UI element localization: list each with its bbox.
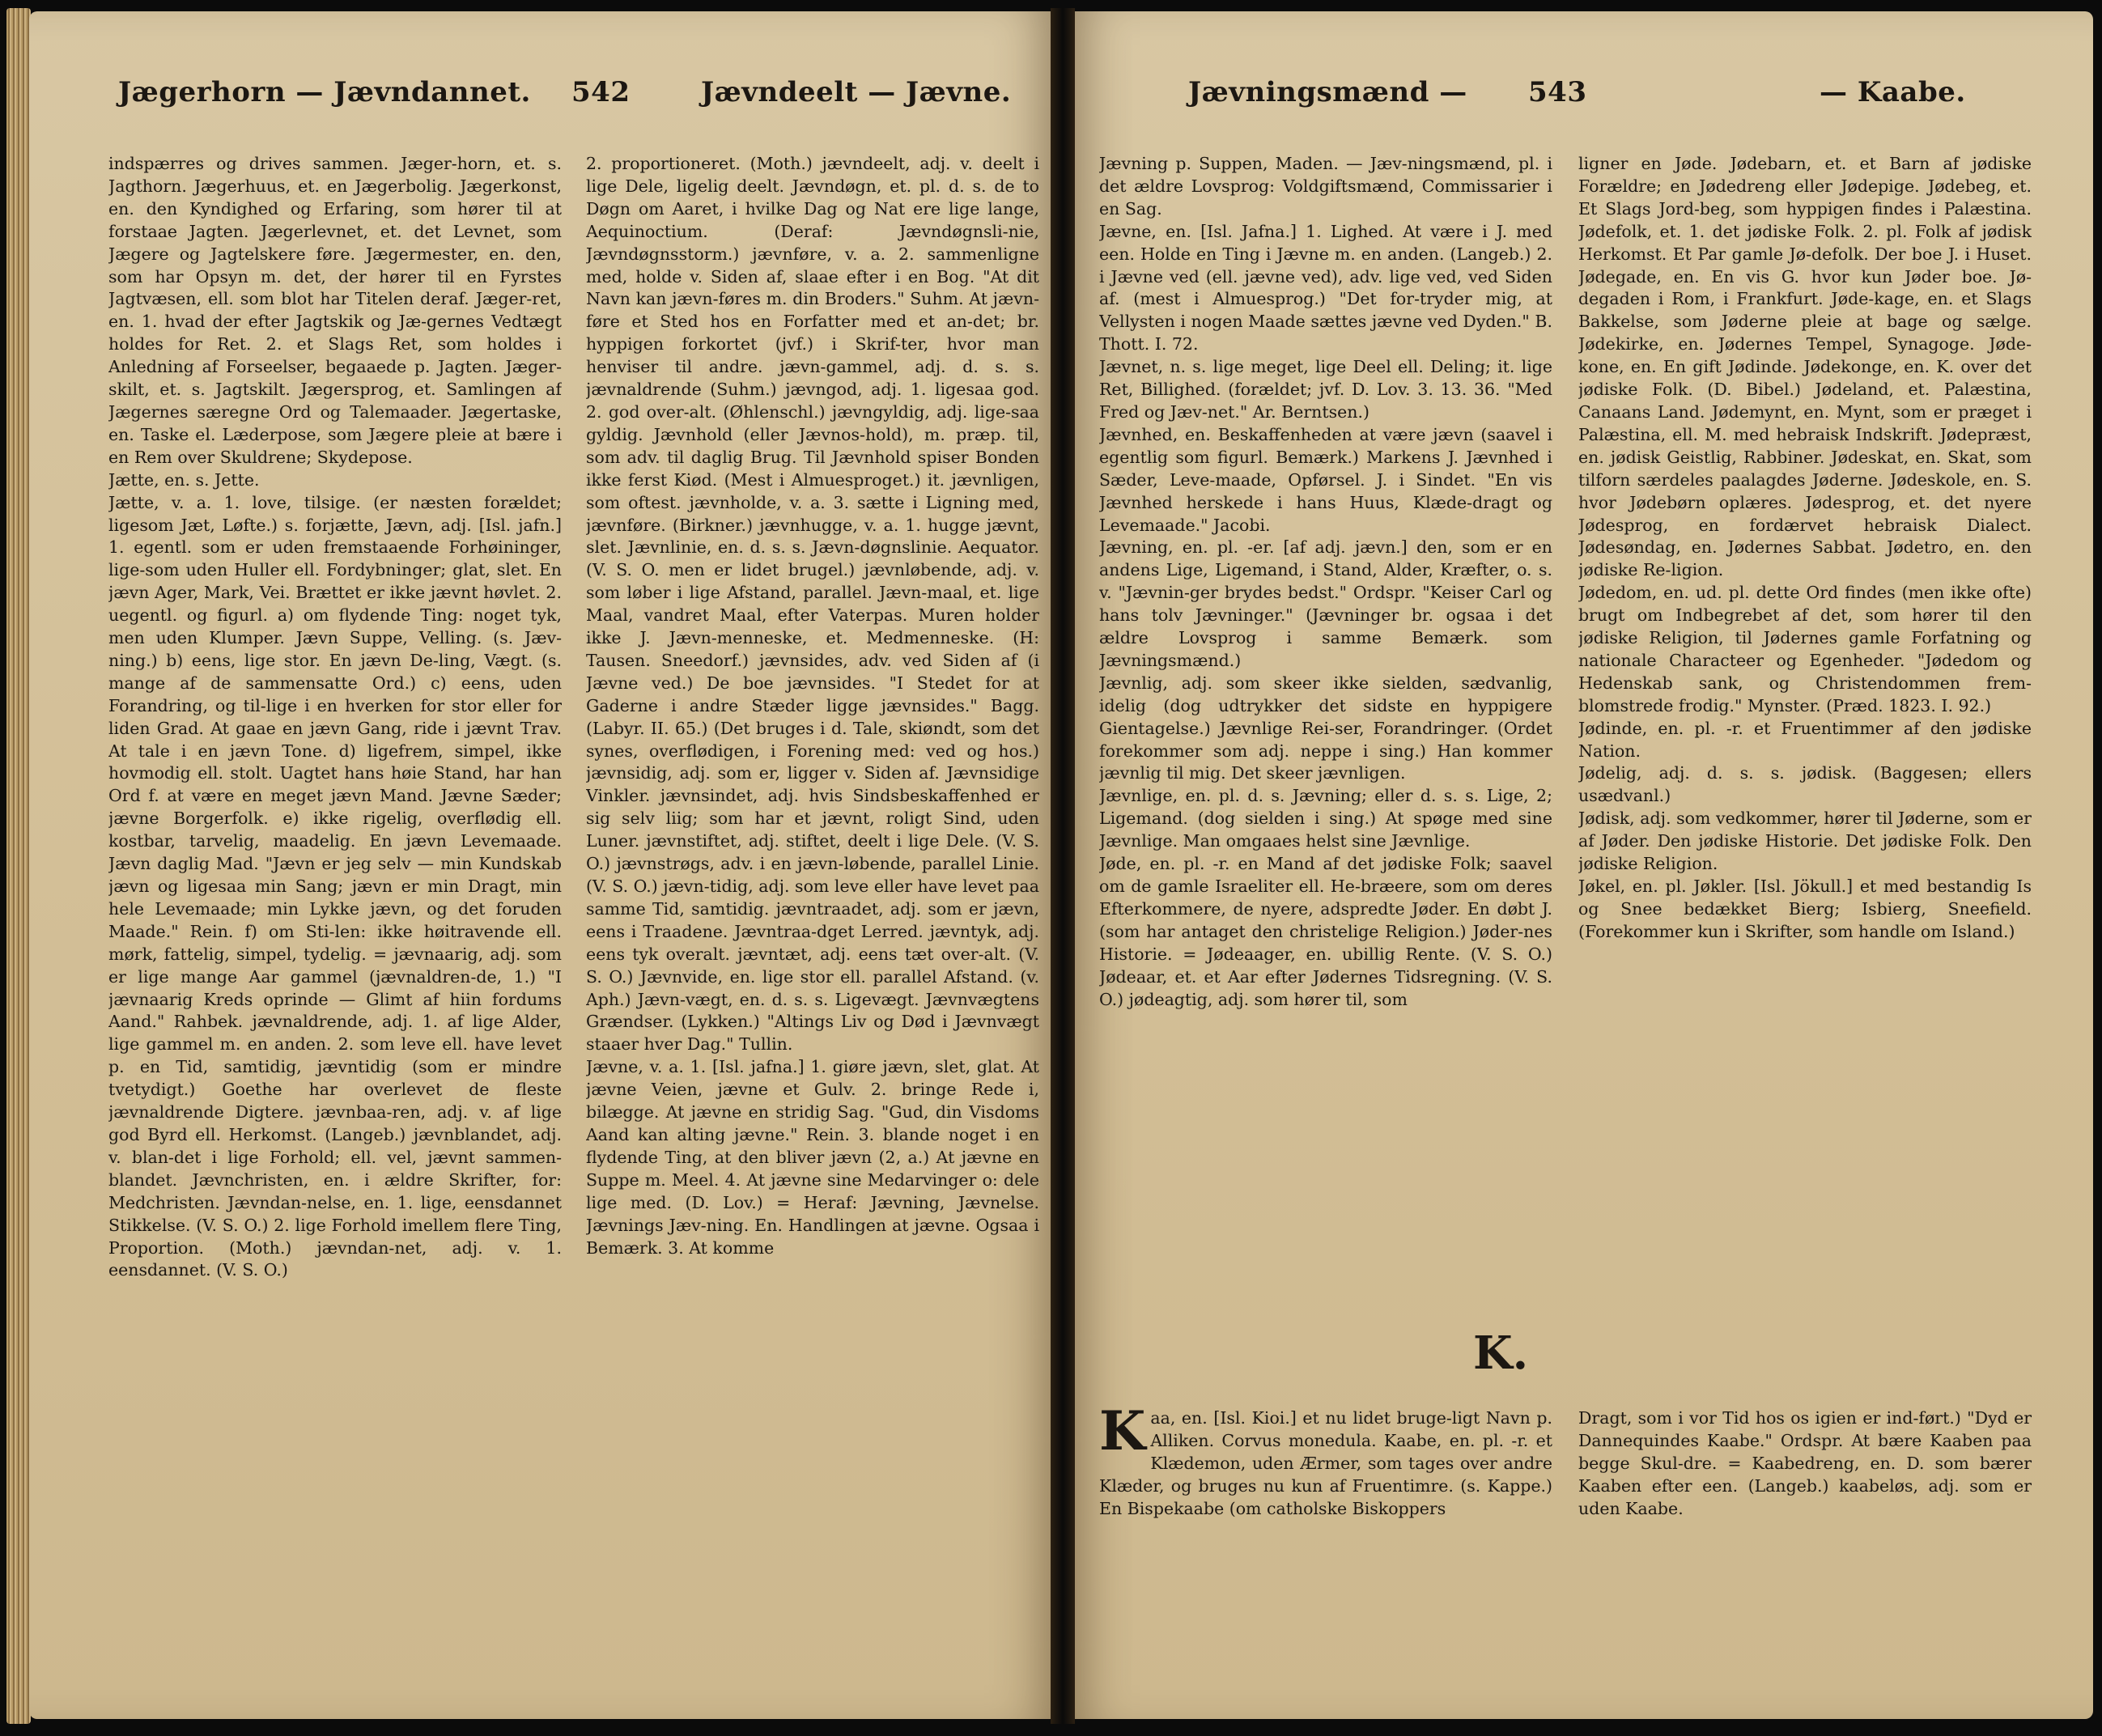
right-column-2 — [1578, 153, 2032, 1205]
section-letter-k: K. — [1473, 1326, 1529, 1380]
entry: indspærres og drives sammen. Jæger-horn, et. s. Jagthorn. Jægerhuus, et. en Jægerbolig. Jægerkonst, en. den Kyndighed og Erfaring, som hører til at forstaae Jagten. Jægerlevnet, et. det Levnet, som Jægere og Jagtelskere føre. Jægermester, en. den, som har Opsyn m. det, der hører til en Fyrstes Jagtvæsen, ell. som blot har Titelen deraf. Jæger-ret, en. 1. hvad der efter Jagtskik og Jæ-gernes Vedtægt holdes for Ret. 2. et Slags Ret, som holdes i Anledning af Forseelser, begaaede p. Jagten. Jæger-skilt, et. s. Jagtskilt. Jægersprog, et. Samlingen af Jægernes særegne Ord og Talemaader. Jægertaske, en. Taske el. Læderpose, som Jægere pleie at bære i en Rem over Skuldrene; Skydepose. — [108, 154, 562, 467]
entry: Jævnet, n. s. lige meget, lige Deel ell. Deling; it. lige Ret, Billighed. (forældet; jvf. D. Lov. 3. 13. 36. "Med Fred og Jæv-net." Ar. Berntsen.) — [1099, 357, 1552, 422]
left-running-head — [29, 76, 1051, 125]
k-entry-text-2: Dragt, som i vor Tid hos os igien er ind-ført.) "Dyd er Dannequindes Kaabe." Ordspr. At bære Kaaben paa begge Skul-dre. = Kaabedreng, en. D. som bærer Kaaben efter een. (Langeb.) kaabeløs, adj. som er uden Kaabe. — [1578, 1408, 2032, 1518]
book-gutter — [1051, 8, 1075, 1724]
left-head-left: Jægerhorn — Jævndannet. — [118, 76, 531, 108]
drop-cap: K — [1099, 1399, 1146, 1462]
entry: Jødedom, en. ud. pl. dette Ord findes (men ikke ofte) brugt om Indbegrebet af det, som hører til den jødiske Religion, til Jødernes gamle Forfatning og nationale Characteer og Egenheder. "Jødedom og Hedenskab sank, og Christendommen frem-blomstrede frodig." Mynster. (Præd. 1823. I. 92.) — [1578, 583, 2032, 715]
right-running-head — [1075, 76, 2093, 125]
entry: 2. proportioneret. (Moth.) jævndeelt, adj. v. deelt i lige Dele, ligelig deelt. Jævndøgn, et. pl. d. s. de to Døgn om Aaret, i hvilke Dag og Nat ere lige lange, Aequinoctium. (Deraf: Jævndøgnsli-nie, Jævndøgnsstorm.) jævnføre, v. a. 2. sammenligne med, holde v. Siden af, slaae efter i en Bog. "At dit Navn kan jævn-føres m. din Broders." Suhm. At jævn-føre et Sted hos en Forfatter med et an-det; br. hyppigen forkortet (jvf.) i Skrif-ter, hvor man henviser til andre. jævn-gammel, adj. d. s. s. jævnaldrende (Suhm.) jævngod, adj. 1. ligesaa god. 2. god over-alt. (Øhlenschl.) jævngyldig, adj. lige-saa gyldig. Jævnhold (eller Jævnos-hold), m. præp. til, som adv. til daglig Brug. Til Jævnhold spiser Bonden ikke ferst Kiød. (Mest i Almuesproget.) it. jævnligen, som oftest. jævnholde, v. a. 3. sætte i Ligning med, jævnføre. (Birkner.) jævnhugge, v. a. 1. hugge jævnt, slet. Jævnlinie, en. d. s. s. Jævn-døgnslinie. Aequator. (V. S. O. men er lidet brugel.) jævnløbende, adj. v. som løber i lige Afstand, parallel. Jævn-maal, et. lige Maal, vandret Maal, efter Vaterpas. Muren holder ikke J. Jævn-menneske, et. Medmenneske. (H: Tausen. Sneedorf.) jævnsides, adv. ved Siden af (i Jævne ved.) De boe jævnsides. "I Stedet for at Gaderne i andre Stæder ligge jævnsides." Bagg. (Labyr. II. 65.) (Det bruges i d. Tale, skiøndt, som det synes, overflødigen, i Forening med: ved og hos.) jævnsidig, adj. som er, ligger v. Siden af. Jævnsidige Vinkler. jævnsindet, adj. hvis Sindsbeskaffenhed er sig selv liig; som har et jævnt, roligt Sind, uden Luner. jævnstiftet, adj. stiftet, deelt i lige Dele. (V. S. O.) jævnstrøgs, adv. i en jævn-løbende, parallel Linie. (V. S. O.) jævn-tidig, adj. som leve eller have levet paa samme Tid, samtidig. jævntraadet, adj. som er jævn, eens i Traadene. Jævntraa-dget Lerred. jævntyk, adj. eens tyk overalt. jævntæt, adj. eens tæt over-alt. (V. S. O.) Jævnvide, en. lige stor ell. parallel Afstand. (v. Aph.) Jævn-vægt, en. d. s. s. Ligevægt. Jævnvægtens Grændser. (Lykken.) "Altings Liv og Død i Jævnvægt staaer hver Dag." Tullin. — [586, 154, 1039, 1055]
entry: Jævnhed, en. Beskaffenheden at være jævn (saavel i egentlig som figurl. Bemærk.) Markens J. Jævnhed i Sæder, Leve-maade, Opførsel. J. i Sindet. "En vis Jævnhed herskede i hans Huus, Klæde-dragt og Levemaade." Jacobi. — [1099, 424, 1552, 535]
entry: Jødinde, en. pl. -r. et Fruentimmer af den jødiske Nation. — [1578, 718, 2032, 761]
left-page — [29, 11, 1051, 1719]
k-entry-text-1: aa, en. [Isl. Kioi.] et nu lidet bruge-ligt Navn p. Alliken. Corvus monedula. Kaabe, en. pl. -r. et Klædemon, uden Ærmer, som tages over andre Klæder, og bruges nu kun af Fruentimre. (s. Kappe.) En Bispekaabe (om catholske Biskoppers — [1099, 1408, 1552, 1518]
entry: Jætte, en. s. Jette. — [108, 469, 260, 490]
entry: Jøkel, en. pl. Jøkler. [Isl. Jökull.] et med bestandig Is og Snee bedækket Bierg; Isbierg, Sneefield. (Forekommer kun i Skrifter, som handle om Island.) — [1578, 876, 2032, 941]
entry: ligner en Jøde. Jødebarn, et. et Barn af jødiske Forældre; en Jødedreng eller Jødepige. Jødebeg, et. Et Slags Jord-beg, som hyppigen findes i Palæstina. Jødefolk, et. 1. det jødiske Folk. 2. pl. Folk af jødisk Herkomst. Et Par gamle Jø-defolk. Der boe J. i Huset. Jødegade, en. En vis G. hvor kun Jøder boe. Jø-degaden i Rom, i Frankfurt. Jøde-kage, en. et Slags Bakkelse, som Jøderne pleie at bage og sælge. Jødekirke, en. Jødernes Tempel, Synagoge. Jøde-kone, en. En gift Jødinde. Jødekonge, en. K. over det jødiske Folk. (D. Bibel.) Jødeland, et. Palæstina, Canaans Land. Jødemynt, en. Mynt, som er præget i Palæstina, ell. M. med hebraisk Indskrift. Jødepræst, en. jødisk Geistlig, Rabbiner. Jødeskat, en. Skat, som tilforn særdeles paalagdes Jøderne. Jødeskole, en. S. hvor Jødebørn oplæres. Jødesprog, et. det nyere Jødesprog, en fordærvet hebraisk Dialect. Jødesøndag, en. Jødernes Sabbat. Jødetro, en. den jødiske Re-ligion. — [1578, 154, 2032, 580]
page-edge-stack — [6, 8, 31, 1724]
entry: Jævnlig, adj. som skeer ikke sielden, sædvanlig, idelig (dog udtrykker det sidste en hyppigere Gientagelse.) Jævnlige Rei-ser, Forandringer. (Ordet forekommer som adj. neppe i sing.) Han kommer jævnlig til mig. Det skeer jævnligen. — [1099, 673, 1552, 783]
right-page-number: 543 — [1528, 76, 1587, 108]
entry: Jævne, en. [Isl. Jafna.] 1. Lighed. At være i J. med een. Holde en Ting i Jævne m. en anden. (Langeb.) 2. i Jævne ved (ell. jævne ved), adv. lige ved, ved Siden af. (mest i Almuesprog.) "Det for-tryder mig, at Vellysten i nogen Maade sættes jævne ved Dyden." B. Thott. I. 72. — [1099, 221, 1552, 354]
right-head-left: Jævningsmænd — — [1188, 76, 1467, 108]
entry: Jævning p. Suppen, Maden. — Jæv-ningsmænd, pl. i det ældre Lovsprog: Voldgiftsmænd, Commissarier i en Sag. — [1099, 154, 1552, 219]
left-column-2 — [586, 153, 1039, 1691]
right-head-right: — Kaabe. — [1820, 76, 1966, 108]
entry: Jævning, en. pl. -er. [af adj. jævn.] den, som er en andens Lige, Ligemand, i Stand, Alder, Kræfter, o. s. v. "Jævnin-ger brydes bedst." Ordspr. "Keiser Carl og hans tolv Jævninger." (Jævninger br. ogsaa i det ældre Lovsprog i samme Bemærk. som Jævningsmænd.) — [1099, 537, 1552, 670]
left-page-number: 542 — [571, 76, 631, 108]
entry: Jødelig, adj. d. s. s. jødisk. (Baggesen; ellers usædvanl.) — [1578, 763, 2032, 806]
k-column-2 — [1578, 1407, 2032, 1521]
k-column-1 — [1099, 1399, 1552, 1521]
entry: Jævnlige, en. pl. d. s. Jævning; eller d. s. s. Lige, 2; Ligemand. (dog sielden i sing.) At spøge med sine Jævnlige. Man omgaaes helst sine Jævnlige. — [1099, 786, 1552, 851]
left-column-1 — [108, 153, 562, 1691]
entry: Jætte, v. a. 1. love, tilsige. (er næsten forældet; ligesom Jæt, Løfte.) s. forjætte, Jævn, adj. [Isl. jafn.] 1. egentl. som er uden fremstaaende Forhøininger, lige-som uden Huller ell. Fordybninger; glat, slet. En jævn Ager, Mark, Vei. Brættet er ikke jævnt høvlet. 2. uegentl. og figurl. a) om flydende Ting: noget tyk, men uden Klumper. Jævn Suppe, Velling. (s. Jæv-ning.) b) eens, lige stor. En jævn De-ling, Vægt. (s. mange af de sammensatte Ord.) c) eens, uden Forandring, og til-lige i en hverken for stor eller for liden Grad. At gaae en jævn Gang, ride i jævnt Trav. At tale i en jævn Tone. d) ligefrem, simpel, ikke hovmodig ell. stolt. Uagtet hans høie Stand, har han Ord f. at være en meget jævn Mand. Jævne Sæder; jævne Borgerfolk. e) ikke rigelig, overflødig ell. kostbar, tarvelig, maadelig. En jævn Levemaade. Jævn daglig Mad. "Jævn er jeg selv — min Kundskab jævn og ligesaa min Sang; jævn er min Dragt, min hele Levemaade; min Lykke jævn, og det foruden Maade." Rein. f) om Sti-len: ikke høitravende ell. mørk, fattelig, simpel, tydelig. = jævnaarig, adj. som er lige mange Aar gammel (jævnaldren-de, 1.) "I jævnaarig Kreds oprinde — Glimt af hiin fordums Aand." Rahbek. jævnaldrende, adj. 1. af lige Alder, lige gammel m. en anden. 2. som leve ell. have levet p. en Tid, samtidig, jævntidig (som er mindre tvetydigt.) Goethe har overlevet de fleste jævnaldrende Digtere. jævnbaa-ren, adj. v. af lige god Byrd ell. Herkomst. (Langeb.) jævnblandet, adj. v. blan-det i lige Forhold; ell. vel, jævnt sammen-blandet. Jævnchristen, en. i ældre Skrifter, for: Medchristen. Jævndan-nelse, en. 1. lige, eensdannet Stikkelse. (V. S. O.) 2. lige Forhold imellem flere Ting, Proportion. (Moth.) jævndan-net, adj. v. 1. eensdannet. (V. S. O.) — [108, 492, 562, 1280]
entry: Jøde, en. pl. -r. en Mand af det jødiske Folk; saavel om de gamle Israeliter ell. He-bræere, som om deres Efterkommere, de nyere, adspredte Jøder. En døbt J. (som har antaget den christelige Religion.) Jøder-nes Historie. = Jødeaager, en. ubillig Rente. (V. S. O.) Jødeaar, et. et Aar efter Jødernes Tidsregning. (V. S. O.) jødeagtig, adj. som hører til, som — [1099, 854, 1552, 1009]
right-page — [1075, 11, 2093, 1719]
entry: Jævne, v. a. 1. [Isl. jafna.] 1. giøre jævn, slet, glat. At jævne Veien, jævne et Gulv. 2. bringe Rede i, bilægge. At jævne en stridig Sag. "Gud, din Visdoms Aand kan alting jævne." Rein. 3. blande noget i en flydende Ting, at den bliver jævn (2, a.) At jævne en Suppe m. Meel. 4. At jævne sine Medarvinger o: dele lige med. (D. Lov.) = Heraf: Jævning, Jævnelse. Jævnings Jæv-ning. En. Handlingen at jævne. Ogsaa i Bemærk. 3. At komme — [586, 1057, 1039, 1258]
left-head-right: Jævndeelt — Jævne. — [701, 76, 1012, 108]
entry: Jødisk, adj. som vedkommer, hører til Jøderne, som er af Jøder. Den jødiske Historie. Det jødiske Folk. Den jødiske Religion. — [1578, 809, 2032, 874]
right-column-1 — [1099, 153, 1552, 1205]
